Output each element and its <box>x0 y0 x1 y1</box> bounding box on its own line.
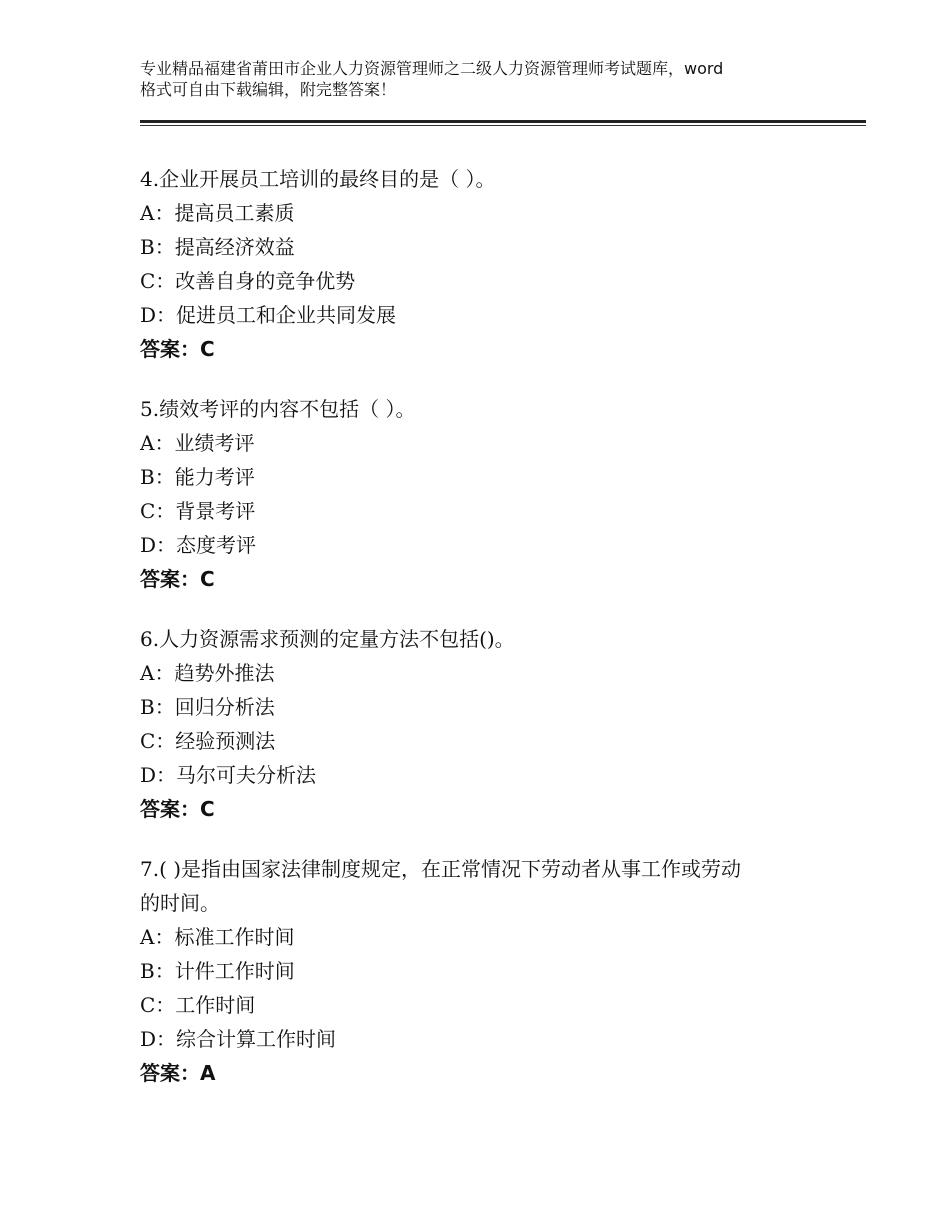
option-c: C：背景考评 <box>140 499 256 523</box>
option-a: A：提高员工素质 <box>140 201 295 225</box>
option-d: D：马尔可夫分析法 <box>140 763 317 787</box>
question-stem <box>140 162 840 196</box>
question-stem <box>140 622 840 656</box>
question-stem-line: 4.企业开展员工培训的最终目的是（ ）。 <box>140 167 496 191</box>
option-d: D：态度考评 <box>140 533 257 557</box>
answer-label: 答案：C <box>140 337 215 361</box>
header-divider-thick <box>140 120 866 123</box>
header-title-line-2: 格式可自由下载编辑，附完整答案！ <box>140 80 397 99</box>
header-divider-thin <box>140 125 866 126</box>
option-d: D：促进员工和企业共同发展 <box>140 303 397 327</box>
option-b: B：回归分析法 <box>140 695 275 719</box>
option-a: A：趋势外推法 <box>140 661 275 685</box>
question-6 <box>140 622 840 826</box>
option-c: C：经验预测法 <box>140 729 276 753</box>
answer-label: 答案：C <box>140 797 215 821</box>
question-list <box>140 162 840 1116</box>
option-a: A：标准工作时间 <box>140 925 295 949</box>
option-b: B：提高经济效益 <box>140 235 295 259</box>
question-stem-line: 7.( )是指由国家法律制度规定，在正常情况下劳动者从事工作或劳动 <box>140 857 742 881</box>
question-7 <box>140 852 840 1090</box>
question-5 <box>140 392 840 596</box>
question-stem <box>140 392 840 426</box>
answer-label: 答案：C <box>140 567 215 591</box>
header-title-line-1: 专业精品福建省莆田市企业人力资源管理师之二级人力资源管理师考试题库，word <box>140 59 724 78</box>
question-4 <box>140 162 840 366</box>
option-d: D：综合计算工作时间 <box>140 1027 337 1051</box>
answer-label: 答案：A <box>140 1061 216 1085</box>
option-a: A：业绩考评 <box>140 431 255 455</box>
document-header <box>140 58 840 100</box>
option-b: B：能力考评 <box>140 465 255 489</box>
option-c: C：工作时间 <box>140 993 256 1017</box>
option-c: C：改善自身的竞争优势 <box>140 269 356 293</box>
question-stem-line: 5.绩效考评的内容不包括（ ）。 <box>140 397 416 421</box>
question-stem-line: 的时间。 <box>140 891 220 915</box>
question-stem <box>140 852 840 920</box>
option-b: B：计件工作时间 <box>140 959 295 983</box>
question-stem-line: 6.人力资源需求预测的定量方法不包括()。 <box>140 627 515 651</box>
